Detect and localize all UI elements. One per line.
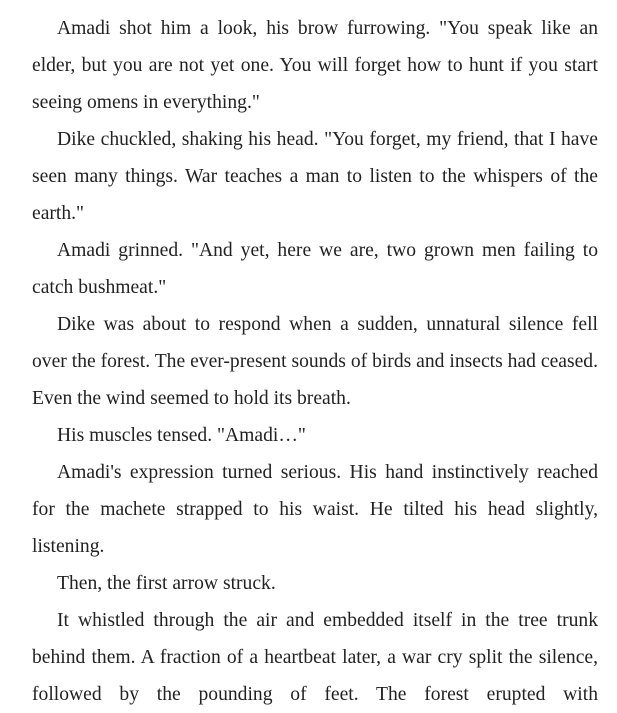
paragraph: His muscles tensed. "Amadi…"	[57, 425, 306, 446]
document-page	[32, 10, 598, 713]
paragraph: It whistled through the air and embedded itself in the tree trunk behind them. A fraction of a heartbeat later, a war cry split the silence, followed by the pounding of feet. The forest erupted with	[32, 610, 598, 705]
paragraph: Dike was about to respond when a sudden, unnatural silence fell over the forest. The ever-present sounds of birds and insects had ceased. Even the wind seemed to hold its breath.	[32, 314, 598, 409]
paragraph: Amadi grinned. "And yet, here we are, two grown men failing to catch bushmeat."	[32, 240, 598, 298]
paragraph: Amadi shot him a look, his brow furrowing. "You speak like an elder, but you are not yet one. You will forget how to hunt if you start seeing omens in everything."	[32, 18, 598, 113]
paragraph: Dike chuckled, shaking his head. "You forget, my friend, that I have seen many things. War teaches a man to listen to the whispers of the earth."	[32, 129, 598, 224]
paragraph: Then, the first arrow struck.	[57, 573, 276, 594]
paragraph: Amadi's expression turned serious. His hand instinctively reached for the machete strapped to his waist. He tilted his head slightly, listening.	[32, 462, 598, 557]
